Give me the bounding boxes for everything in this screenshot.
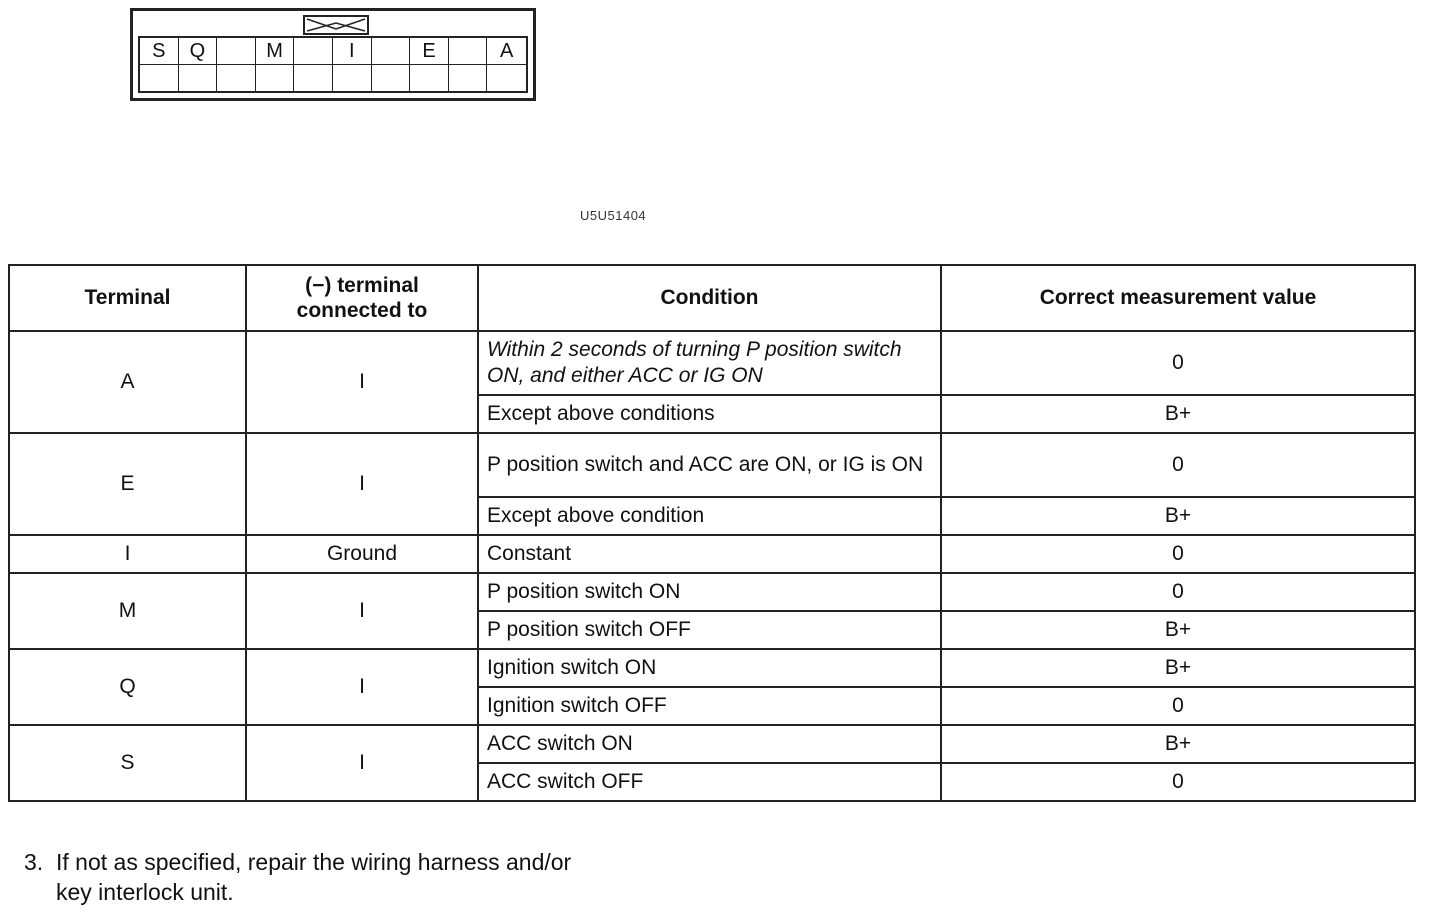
table-row bbox=[9, 573, 1415, 611]
neg-terminal-cell: Ground bbox=[246, 535, 478, 573]
header-condition: Condition bbox=[478, 265, 941, 331]
pin-bottom-4 bbox=[256, 65, 295, 92]
pin-bottom-8 bbox=[410, 65, 449, 92]
condition-cell: Ignition switch OFF bbox=[478, 687, 941, 725]
terminal-cell: Q bbox=[9, 649, 246, 725]
neg-terminal-cell: I bbox=[246, 649, 478, 725]
connector-lock-tab bbox=[303, 15, 369, 35]
terminal-cell: A bbox=[9, 331, 246, 433]
pin-top-3 bbox=[217, 38, 256, 65]
table-header-row bbox=[9, 265, 1415, 331]
terminal-cell: E bbox=[9, 433, 246, 535]
condition-cell: ACC switch OFF bbox=[478, 763, 941, 801]
connector-pin-grid bbox=[138, 36, 528, 93]
value-cell: B+ bbox=[941, 725, 1415, 763]
condition-cell: Constant bbox=[478, 535, 941, 573]
pin-bottom-10 bbox=[487, 65, 526, 92]
value-cell: 0 bbox=[941, 535, 1415, 573]
value-cell: B+ bbox=[941, 649, 1415, 687]
pin-bottom-1 bbox=[140, 65, 179, 92]
header-value: Correct measurement value bbox=[941, 265, 1415, 331]
pin-top-9 bbox=[449, 38, 488, 65]
condition-cell: P position switch and ACC are ON, or IG is ON bbox=[478, 433, 941, 497]
pin-top-1: S bbox=[140, 38, 179, 65]
neg-terminal-cell: I bbox=[246, 725, 478, 801]
pin-bottom-5 bbox=[294, 65, 333, 92]
terminal-cell: I bbox=[9, 535, 246, 573]
pin-top-8: E bbox=[410, 38, 449, 65]
condition-cell: Except above condition bbox=[478, 497, 941, 535]
table-row bbox=[9, 535, 1415, 573]
pin-top-4: M bbox=[256, 38, 295, 65]
pin-bottom-7 bbox=[372, 65, 411, 92]
value-cell: B+ bbox=[941, 497, 1415, 535]
value-cell: 0 bbox=[941, 433, 1415, 497]
pin-top-7 bbox=[372, 38, 411, 65]
note-number: 3. bbox=[24, 849, 44, 875]
pin-top-5 bbox=[294, 38, 333, 65]
note-line-2: key interlock unit. bbox=[56, 878, 234, 905]
header-neg-terminal: (−) terminal connected to bbox=[246, 265, 478, 331]
condition-cell: Ignition switch ON bbox=[478, 649, 941, 687]
value-cell: 0 bbox=[941, 573, 1415, 611]
neg-terminal-cell: I bbox=[246, 573, 478, 649]
measurement-table bbox=[8, 264, 1416, 802]
pin-top-6: I bbox=[333, 38, 372, 65]
value-cell: B+ bbox=[941, 395, 1415, 433]
table-row bbox=[9, 331, 1415, 395]
repair-note bbox=[24, 848, 571, 908]
note-line-1: If not as specified, repair the wiring harness and/or bbox=[56, 849, 572, 875]
neg-terminal-cell: I bbox=[246, 331, 478, 433]
connector-diagram bbox=[130, 8, 536, 101]
table-row bbox=[9, 433, 1415, 497]
condition-cell: Within 2 seconds of turning P position switch ON, and either ACC or IG ON bbox=[478, 331, 941, 395]
condition-cell: P position switch OFF bbox=[478, 611, 941, 649]
terminal-cell: S bbox=[9, 725, 246, 801]
table-row bbox=[9, 725, 1415, 763]
condition-cell: Except above conditions bbox=[478, 395, 941, 433]
pin-top-2: Q bbox=[179, 38, 218, 65]
pin-bottom-2 bbox=[179, 65, 218, 92]
pin-top-10: A bbox=[487, 38, 526, 65]
figure-code: U5U51404 bbox=[580, 208, 647, 223]
pin-bottom-6 bbox=[333, 65, 372, 92]
condition-cell: P position switch ON bbox=[478, 573, 941, 611]
value-cell: 0 bbox=[941, 763, 1415, 801]
value-cell: 0 bbox=[941, 331, 1415, 395]
value-cell: 0 bbox=[941, 687, 1415, 725]
table-row bbox=[9, 649, 1415, 687]
pin-bottom-3 bbox=[217, 65, 256, 92]
neg-terminal-cell: I bbox=[246, 433, 478, 535]
terminal-cell: M bbox=[9, 573, 246, 649]
condition-cell: ACC switch ON bbox=[478, 725, 941, 763]
value-cell: B+ bbox=[941, 611, 1415, 649]
header-terminal: Terminal bbox=[9, 265, 246, 331]
pin-bottom-9 bbox=[449, 65, 488, 92]
